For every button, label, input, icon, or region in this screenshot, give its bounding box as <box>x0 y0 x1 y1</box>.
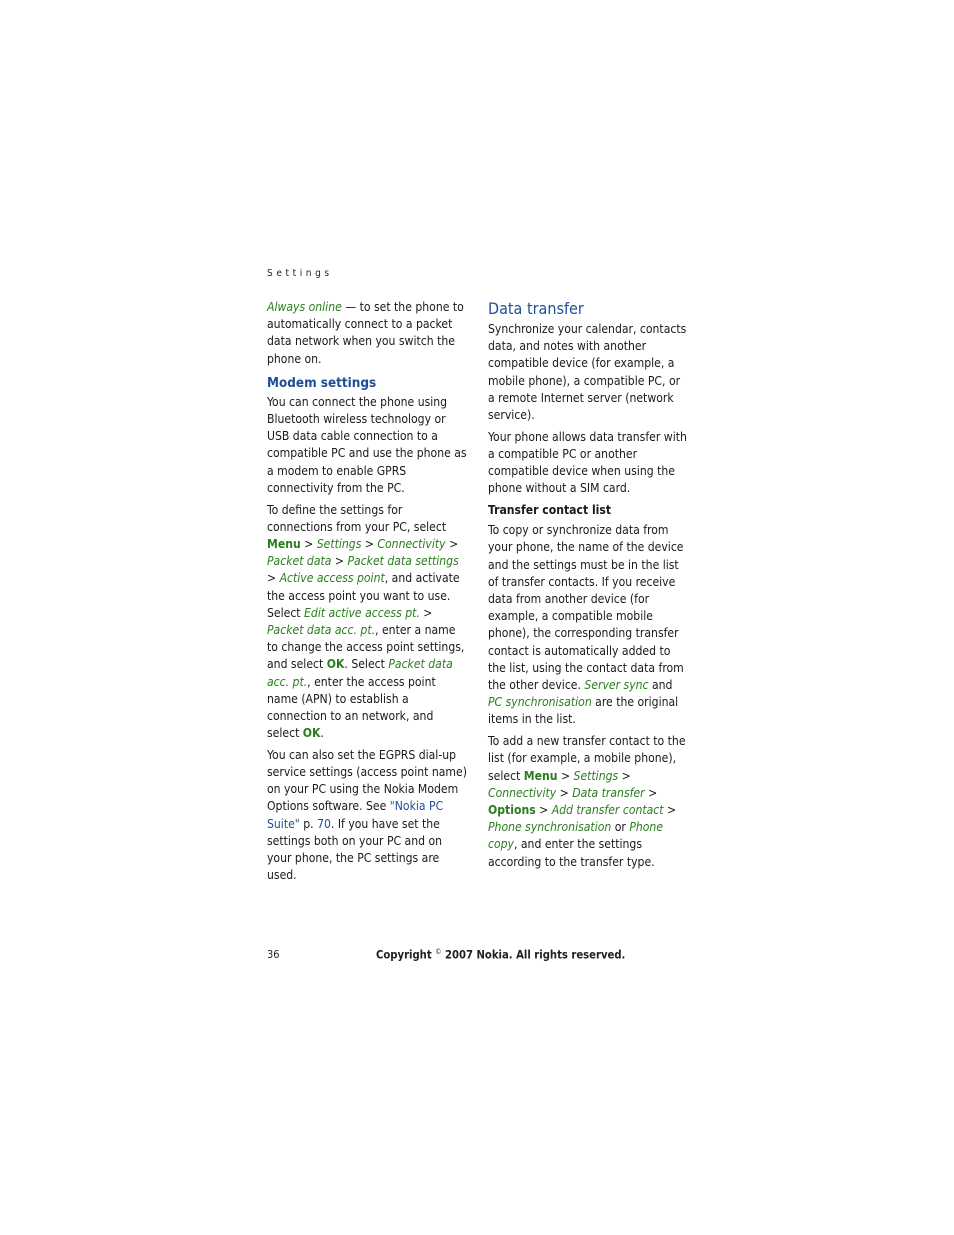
page-70-link[interactable]: 70 <box>317 816 331 831</box>
nokia-pc-suite-link[interactable]: "Nokia PC Suite" <box>267 799 444 831</box>
menu-term: Menu <box>267 536 301 551</box>
data-transfer-heading: Data transfer <box>488 299 584 318</box>
right-column <box>488 299 688 875</box>
packet-data-acc-pt-term: Packet data acc. pt. <box>267 657 453 689</box>
connectivity-term: Connectivity <box>377 536 446 551</box>
copyright-symbol: © <box>435 948 442 956</box>
edit-active-access-pt-term: Edit active access pt. <box>304 605 420 620</box>
add-transfer-contact-term: Add transfer contact <box>551 802 664 817</box>
section-header: Settings <box>267 268 333 279</box>
packet-data-acc-pt-term: Packet data acc. pt. <box>267 622 376 637</box>
copyright-notice: Copyright © 2007 Nokia. All rights reserved. <box>376 948 626 962</box>
active-access-point-term: Active access point <box>279 571 385 586</box>
menu-term: Menu <box>523 768 558 783</box>
modem-settings-heading: Modem settings <box>267 375 377 391</box>
pc-synchronisation-term: PC synchronisation <box>488 695 592 710</box>
packet-data-term: Packet data <box>267 554 332 569</box>
data-transfer-term: Data transfer <box>572 785 645 800</box>
left-column <box>267 299 467 889</box>
settings-term: Settings <box>316 536 362 551</box>
ok-term: OK <box>326 657 345 672</box>
data-transfer-paragraph-1: Synchronize your calendar, contacts data, and notes with another compatible device (for example, a mobile phone), a compatible PC, or a remote Internet server (network service). <box>488 322 687 423</box>
options-term: Options <box>488 802 536 817</box>
modem-paragraph-2: To define the settings for connections from your PC, select Menu > Settings > Connectivity > Packet data > Packet data settings > Active access point, and activate the access point you want to use. Select Edit active access pt. > Packet data acc. pt., enter a name to change the access point settings, and select OK. Select Packet data acc. pt., enter the access point name (APN) to establish a connection to an network, and select OK. <box>267 502 465 741</box>
always-online-paragraph: Always online — to set the phone to automatically connect to a packet data network when you switch the phone on. <box>267 300 464 366</box>
ok-term: OK <box>302 726 321 741</box>
phone-copy-term: Phone copy <box>488 820 664 852</box>
page-number: 36 <box>267 948 280 961</box>
data-transfer-paragraph-2: Your phone allows data transfer with a compatible PC or another compatible device when using the phone without a SIM card. <box>488 429 687 496</box>
server-sync-term: Server sync <box>584 678 649 693</box>
connectivity-term: Connectivity <box>488 785 557 800</box>
packet-data-settings-term: Packet data settings <box>347 554 459 569</box>
transfer-paragraph-2: To add a new transfer contact to the list (for example, a mobile phone), select Menu > Settings > Connectivity > Data transfer > Options > Add transfer contact > Phone synchronisation or Phone copy, and enter the settings according to the transfer type. <box>488 734 686 869</box>
modem-paragraph-1: You can connect the phone using Bluetooth wireless technology or USB data cable connection to a compatible PC and use the phone as a modem to enable GPRS connectivity from the PC. <box>267 394 467 495</box>
transfer-paragraph-1: To copy or synchronize data from your phone, the name of the device and the settings must be in the list of transfer contacts. If you receive data from another device (for example, a compatible mobile phone), the corresponding transfer contact is automatically added to the list, using the contact data from the other device. Server sync and PC synchronisation are the original items in the list. <box>488 523 684 727</box>
phone-synchronisation-term: Phone synchronisation <box>488 820 612 835</box>
always-online-term: Always online <box>267 300 342 314</box>
modem-paragraph-3: You can also set the EGPRS dial-up service settings (access point name) on your PC using the Nokia Modem Options software. See "Nokia PC Suite" p. 70. If you have set the settings both on your PC and on your phone, the PC settings are used. <box>267 747 467 883</box>
transfer-contact-list-heading: Transfer contact list <box>488 503 612 518</box>
settings-term: Settings <box>573 768 619 783</box>
